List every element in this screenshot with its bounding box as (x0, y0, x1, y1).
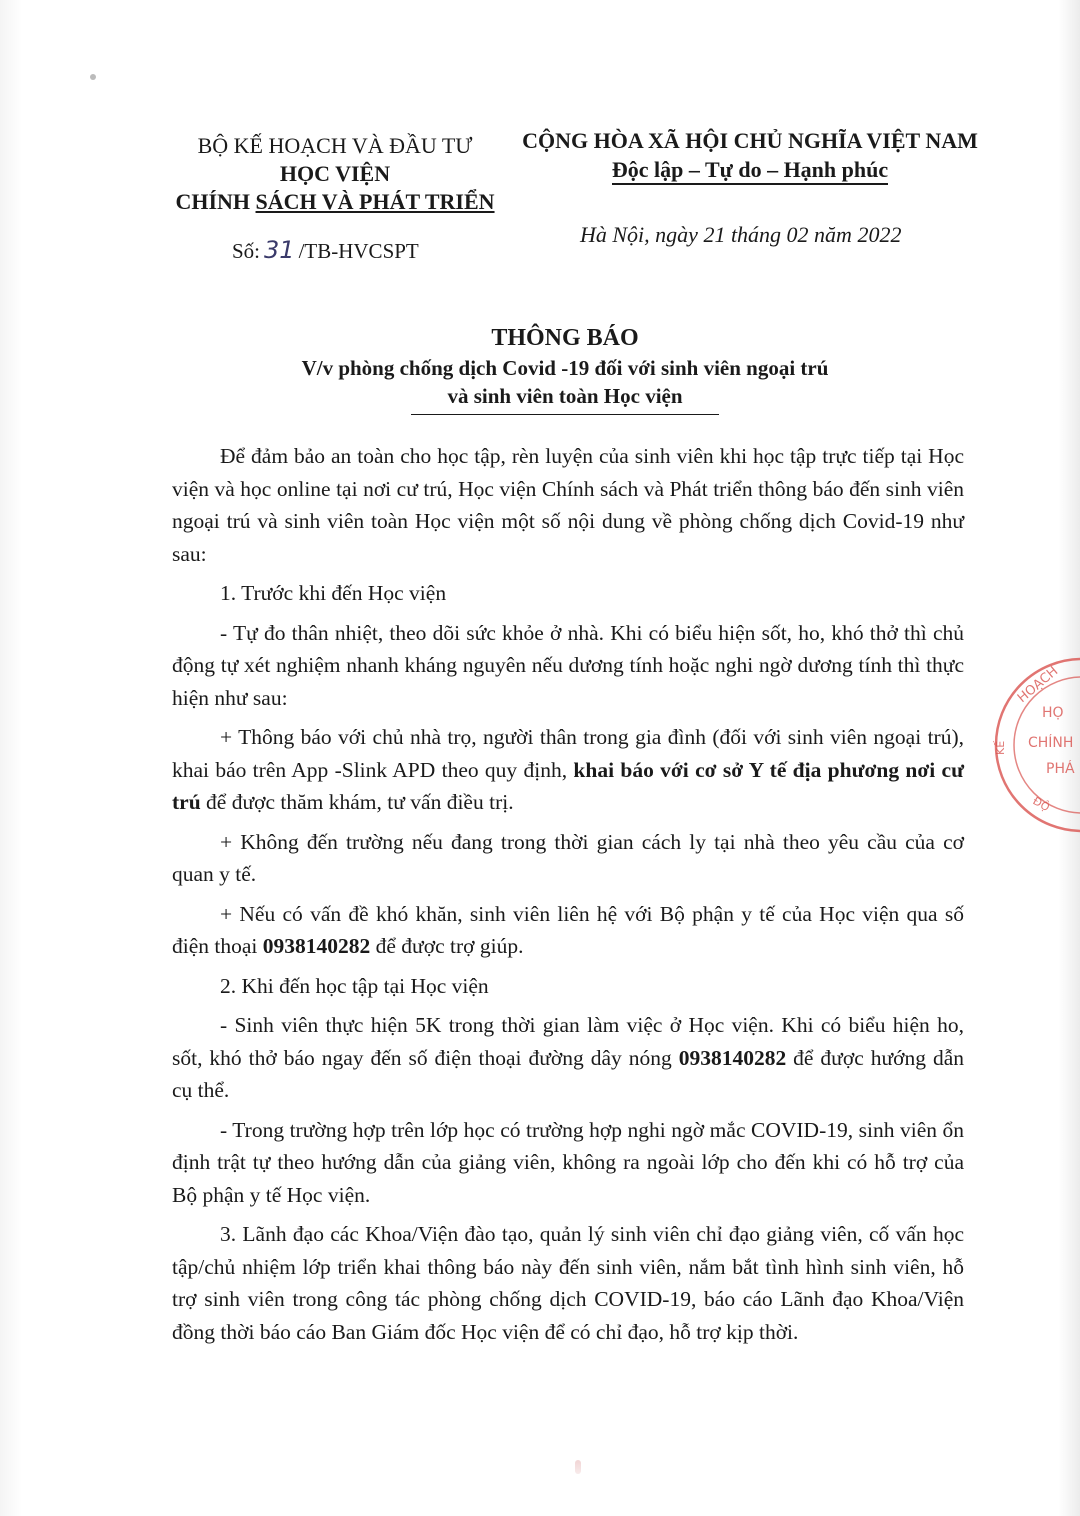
notice-title (220, 322, 910, 415)
red-seal-stamp (992, 655, 1080, 835)
svg-text:HOẠCH: HOẠCH (1014, 663, 1062, 707)
national-motto: Độc lập – Tự do – Hạnh phúc (612, 157, 888, 185)
svg-text:ĐỘ: ĐỘ (1030, 794, 1052, 815)
hotline-number: 0938140282 (678, 1045, 787, 1070)
notice-body (172, 440, 964, 1355)
document-number: Số: 31 /TB-HVCSPT (232, 236, 419, 264)
title-subtitle-1: V/v phòng chống dịch Covid -19 đối với sinh viên ngoại trú (301, 356, 829, 380)
ministry-name: BỘ KẾ HOẠCH VÀ ĐẦU TƯ (197, 133, 473, 158)
issuing-agency-header (150, 132, 520, 216)
svg-text:PHÁ: PHÁ (1046, 761, 1075, 777)
title-main: THÔNG BÁO (491, 325, 639, 351)
section-2-heading: 2. Khi đến học tập tại Học viện (220, 973, 489, 998)
scan-speck (90, 74, 96, 80)
intro-paragraph: Để đảm bảo an toàn cho học tập, rèn luyện của sinh viên khi học tập trực tiếp tại Học viện và học online tại nơi cư trú, Học viện Chính sách và Phát triển thông báo đến sinh viên ngoại trú và sinh viên toàn Học viện một số nội dung về phòng chống dịch Covid-19 như sau: (172, 444, 964, 566)
section-3-paragraph: 3. Lãnh đạo các Khoa/Viện đào tạo, quản lý sinh viên chỉ đạo giảng viên, cố vấn học tập/chủ nhiệm lớp triển khai thông báo này đến sinh viên, nắm bắt tình hình sinh viên, hỗ trợ sinh viên trong công tác phòng chống dịch COVID-19, báo cáo Lãnh đạo Khoa/Viện đồng thời báo cáo Ban Giám đốc Học viện để có chỉ đạo, hỗ trợ kịp thời. (172, 1222, 964, 1344)
svg-text:KẾ: KẾ (994, 740, 1007, 755)
section-2-paragraph-2: - Trong trường hợp trên lớp học có trường hợp nghi ngờ mắc COVID-19, sinh viên ổn định trật tự theo hướng dẫn của giảng viên, không ra ngoài lớp cho đến khi có hỗ trợ của Bộ phận y tế Học viện. (172, 1117, 964, 1207)
scan-artifact (575, 1460, 581, 1474)
section-1-paragraph-2: + Thông báo với chủ nhà trọ, người thân trong gia đình (đối với sinh viên ngoại trú), khai báo trên App -Slink APD theo quy định, khai báo với cơ sở Y tế địa phương nơi cư trú để được thăm khám, tư vấn điều trị. (172, 725, 965, 814)
svg-text:HỌ: HỌ (1042, 705, 1064, 721)
hotline-number: 0938140282 (262, 934, 371, 958)
section-1-heading: 1. Trước khi đến Học viện (220, 581, 447, 605)
national-header (515, 126, 985, 185)
academy-label: HỌC VIỆN (279, 161, 391, 186)
section-1-paragraph-1: - Tự đo thân nhiệt, theo dõi sức khỏe ở nhà. Khi có biểu hiện sốt, ho, khó thở thì chủ động tự xét nghiệm nhanh kháng nguyên nếu dương tính hoặc nghi ngờ dương tính thì thực hiện như sau: (172, 620, 964, 710)
title-subtitle-2: và sinh viên toàn Học viện (411, 382, 718, 415)
section-1-paragraph-4: + Nếu có vấn đề khó khăn, sinh viên liên hệ với Bộ phận y tế của Học viện qua số điện thoại 0938140282 để được trợ giúp. (172, 901, 964, 958)
place-and-date: Hà Nội, ngày 21 tháng 02 năm 2022 (580, 222, 902, 247)
country-name: CỘNG HÒA XÃ HỘI CHỦ NGHĨA VIỆT NAM (522, 128, 978, 153)
section-1-paragraph-3: + Không đến trường nếu đang trong thời gian cách ly tại nhà theo yêu cầu của cơ quan y tế. (172, 829, 964, 886)
section-2-paragraph-1: - Sinh viên thực hiện 5K trong thời gian làm việc ở Học viện. Khi có biểu hiện ho, sốt, khó thở báo ngay đến số điện thoại đường dây nóng 0938140282 để được hướng dẫn cụ thể. (172, 1013, 964, 1102)
svg-text:CHÍNH: CHÍNH (1028, 735, 1074, 751)
handwritten-number: 31 (264, 236, 295, 264)
academy-name: CHÍNH SÁCH VÀ PHÁT TRIỂN (175, 189, 495, 214)
